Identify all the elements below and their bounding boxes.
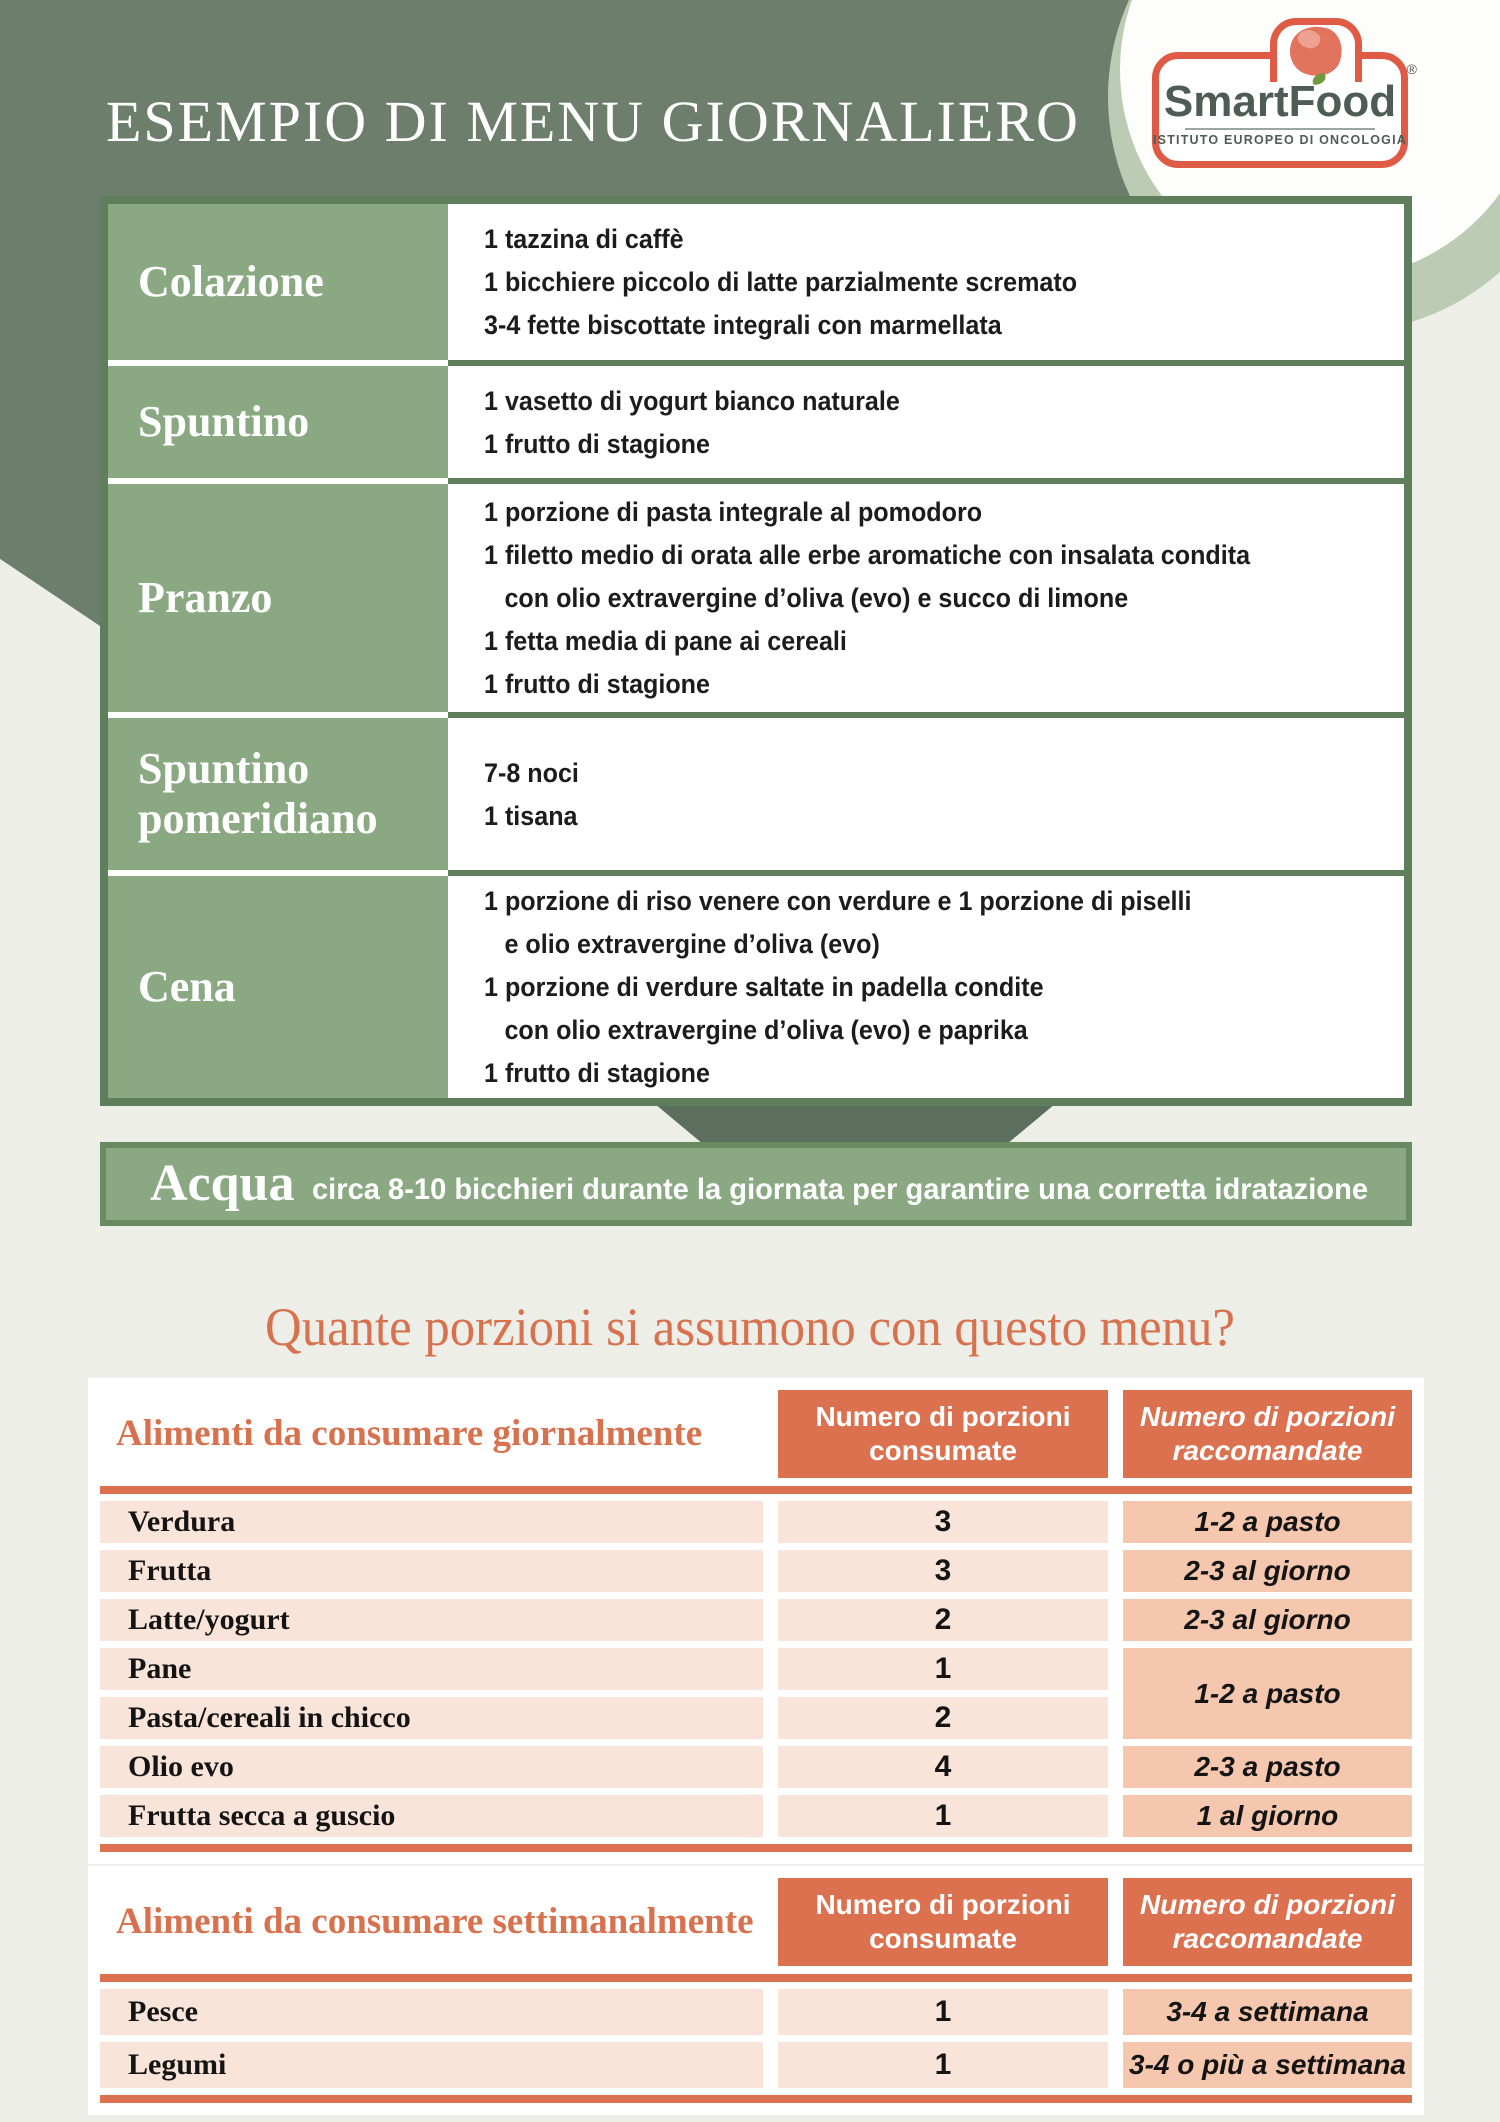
portions-recommended-value: 2-3 al giorno [1123,1599,1412,1641]
portions-consumed-value: 4 [778,1746,1108,1788]
meal-name: Cena [108,876,448,1098]
column-header-recommended: Numero di porzioni raccomandate [1123,1390,1412,1478]
food-label: Pesce [100,1989,763,2035]
meal-items [448,484,1404,712]
page-title: ESEMPIO DI MENU GIORNALIERO [106,89,1080,154]
meal-item: e olio extravergine d’oliva (evo) [504,929,880,959]
meal-item: 1 fetta media di pane ai cereali [484,626,847,656]
meal-name: Colazione [108,204,448,360]
portions-recommended-value: 1-2 a pasto [1123,1501,1412,1543]
registered-mark: ® [1406,61,1417,77]
portions-table-title: Alimenti da consumare settimanalmente [100,1878,763,1966]
meal-item: 1 tazzina di caffè [484,224,684,254]
food-label: Frutta [100,1550,763,1592]
portions-consumed-value: 2 [778,1599,1108,1641]
logo-inner [1152,76,1408,147]
portions-consumed-value: 3 [778,1550,1108,1592]
logo-divider [1185,128,1375,130]
meal-item: 1 porzione di pasta integrale al pomodoro [484,497,983,527]
water-banner-text: circa 8-10 bicchieri durante la giornata per garantire una corretta idratazione [312,1173,1369,1206]
meal-item: 1 tisana [484,800,578,831]
meal-name: Spuntino pomeridiano [108,718,448,870]
portions-heading: Quante porzioni si assumono con questo menu? [265,1297,1235,1357]
food-label: Olio evo [100,1746,763,1788]
meal-item: 1 frutto di stagione [484,1058,710,1088]
portions-header-row [100,1878,1412,1966]
portions-table-weekly [88,1866,1424,2115]
water-banner [100,1142,1412,1226]
meal-item: 1 porzione di riso venere con verdure e 1 porzione di piselli [484,886,1192,916]
portions-recommended-value: 1 al giorno [1123,1795,1412,1837]
meal-item: 7-8 noci [484,757,579,788]
portions-recommended-value: 2-3 a pasto [1123,1746,1412,1788]
logo-subtitle: ISTITUTO EUROPEO DI ONCOLOGIA [1152,132,1408,147]
menu-row [108,876,1404,1098]
meal-items [448,718,1404,870]
meal-item: 1 bicchiere piccolo di latte parzialmente scremato [484,267,1078,297]
portions-consumed-value: 3 [778,1501,1108,1543]
portions-recommended-value: 3-4 o più a settimana [1123,2042,1412,2088]
background-dark-left-strip [0,196,103,628]
food-label: Pane [100,1648,763,1690]
logo-brand-text: SmartFood [1163,76,1397,126]
meal-item: con olio extravergine d’oliva (evo) e succo di limone [504,583,1129,613]
portions-rows [100,1501,1412,1837]
food-label: Pasta/cereali in chicco [100,1697,763,1739]
portions-table-title: Alimenti da consumare giornalmente [100,1390,763,1478]
header-underline [100,1486,1412,1494]
food-label: Verdura [100,1501,763,1543]
food-label: Latte/yogurt [100,1599,763,1641]
meal-item: 1 frutto di stagione [484,428,710,459]
meal-item: 1 frutto di stagione [484,669,710,699]
meal-item: 3-4 fette biscottate integrali con marmellata [484,310,1002,340]
column-header-consumed: Numero di porzioni consumate [778,1878,1108,1966]
meal-items [448,876,1404,1098]
column-header-recommended: Numero di porzioni raccomandate [1123,1878,1412,1966]
meal-items [448,204,1404,360]
portions-consumed-value: 1 [778,1648,1108,1690]
portions-recommended-value: 1-2 a pasto [1123,1648,1412,1739]
meal-items [448,366,1404,478]
table-bottom-line [100,1844,1412,1852]
portions-rows [100,1989,1412,2088]
portions-recommended-value: 2-3 al giorno [1123,1550,1412,1592]
portions-consumed-value: 1 [778,1795,1108,1837]
portions-table-daily [88,1378,1424,1864]
meal-item: 1 vasetto di yogurt bianco naturale [484,385,900,416]
meal-item: 1 porzione di verdure saltate in padella condite [484,972,1044,1002]
food-label: Frutta secca a guscio [100,1795,763,1837]
connector-trapezoid [655,1104,1055,1144]
meal-item: con olio extravergine d’oliva (evo) e paprika [504,1015,1028,1045]
food-label: Legumi [100,2042,763,2088]
portions-header-row [100,1390,1412,1478]
table-bottom-line [100,2095,1412,2103]
portions-consumed-value: 1 [778,2042,1108,2088]
portions-recommended-value: 3-4 a settimana [1123,1989,1412,2035]
portions-consumed-value: 2 [778,1697,1108,1739]
smartfood-logo [1152,52,1417,168]
menu-row [108,366,1404,478]
meal-name: Pranzo [108,484,448,712]
menu-row [108,484,1404,712]
header-underline [100,1974,1412,1982]
meal-name: Spuntino [108,366,448,478]
menu-row [108,204,1404,360]
column-header-consumed: Numero di porzioni consumate [778,1390,1108,1478]
portions-consumed-value: 1 [778,1989,1108,2035]
water-banner-title: Acqua [150,1155,295,1212]
meal-item: 1 filetto medio di orata alle erbe aromatiche con insalata condita [484,540,1251,570]
daily-menu-table [100,196,1412,1106]
menu-row [108,718,1404,870]
